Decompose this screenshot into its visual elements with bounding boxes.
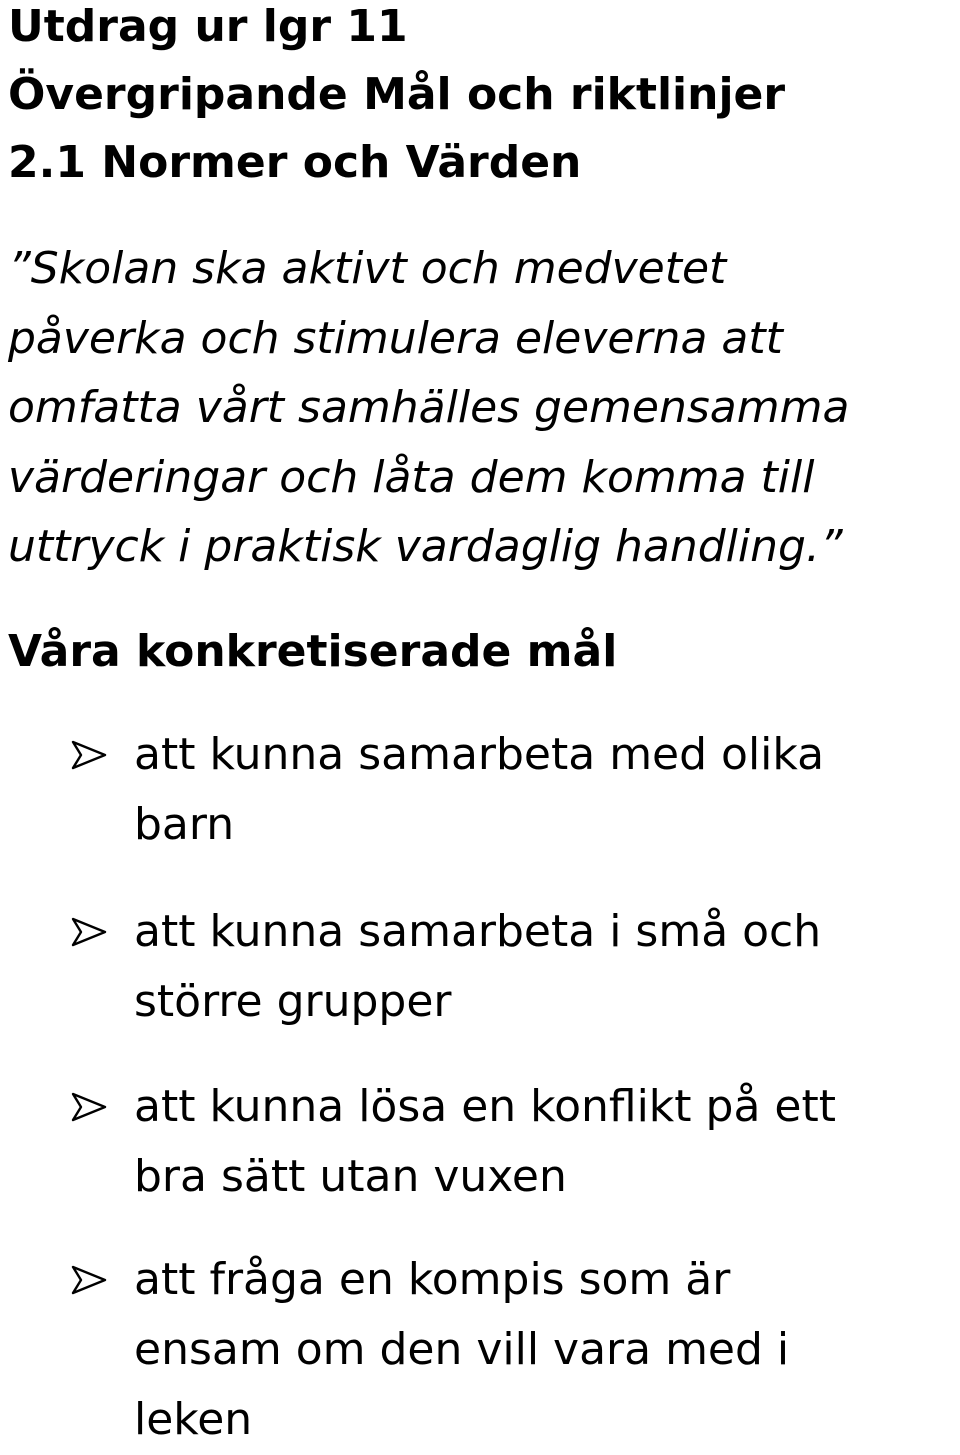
goal-text: att kunna samarbeta i små och större grupper [134, 906, 822, 1027]
arrowhead-bullet-icon [70, 1265, 108, 1295]
document-title-line-2: Övergripande Mål och riktlinjer [8, 69, 786, 120]
curriculum-quote: ”Skolan ska aktivt och medvetet påverka och stimulera eleverna att omfatta vårt samhälles gemensamma värderingar och låta dem komma till uttryck i praktisk vardaglig handling.” [8, 243, 850, 572]
goals-heading: Våra konkretiserade mål [8, 626, 618, 677]
goal-text: att kunna samarbeta med olika barn [134, 729, 825, 850]
arrowhead-bullet-icon [70, 740, 108, 770]
document-title-line-1: Utdrag ur lgr 11 [8, 1, 408, 52]
goal-text: att kunna lösa en konflikt på ett bra sätt utan vuxen [134, 1081, 836, 1202]
arrowhead-bullet-icon [70, 1092, 108, 1122]
document-title-line-3: 2.1 Normer och Värden [8, 137, 582, 188]
goal-text: att fråga en kompis som är ensam om den vill vara med i leken [134, 1254, 790, 1445]
arrowhead-bullet-icon [70, 917, 108, 947]
